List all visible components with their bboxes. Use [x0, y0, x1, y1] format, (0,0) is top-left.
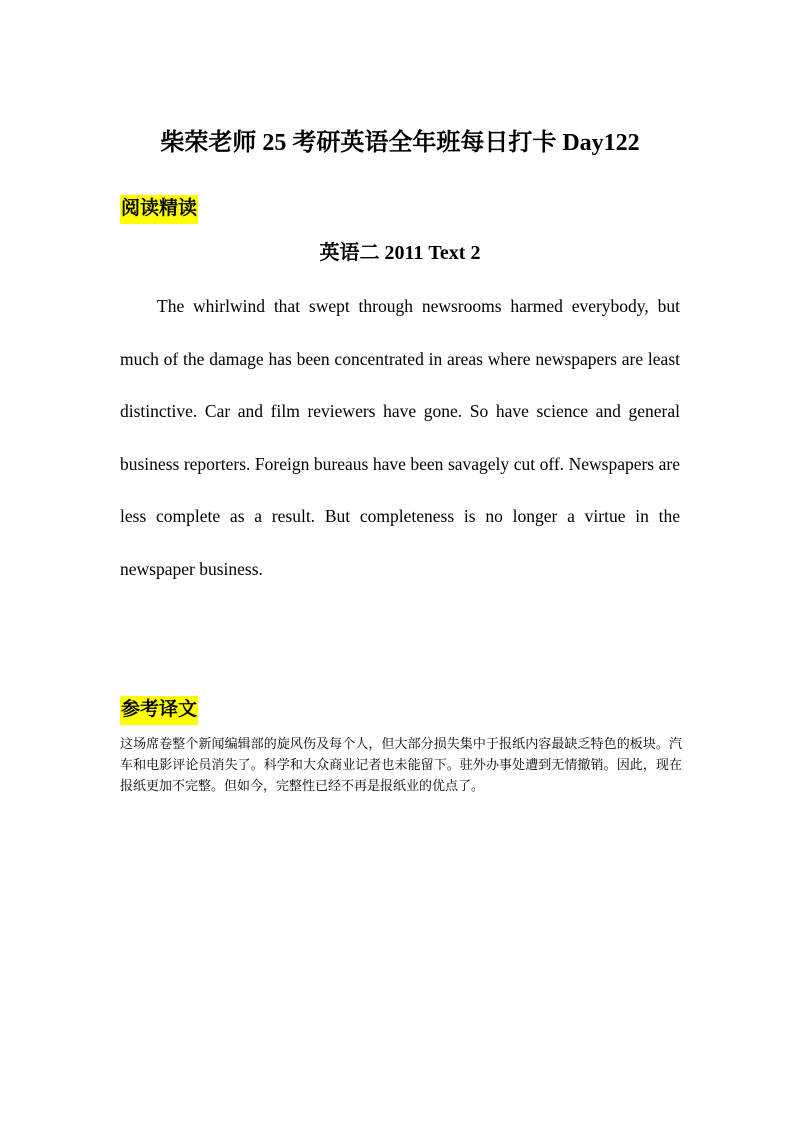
passage-subtitle: 英语二 2011 Text 2	[319, 242, 481, 264]
translation-section-label: 参考译文	[120, 696, 198, 725]
reading-passage: The whirlwind that swept through newsrooms harmed everybody, but much of the damage has been concentrated in areas where newspapers are least distinctive. Car and film reviewers have gone. So have science and general business reporters. Foreign bureaus have been savagely cut off. Newspapers are less complete as a result. But completeness is no longer a virtue in the newspaper business.	[120, 296, 680, 579]
reading-section-label: 阅读精读	[120, 195, 198, 224]
page-title: 柴荣老师 25 考研英语全年班每日打卡 Day122	[160, 130, 640, 156]
translation-text: 这场席卷整个新闻编辑部的旋风伤及每个人，但大部分损失集中于报纸内容最缺乏特色的板块。汽车和电影评论员消失了。科学和大众商业记者也未能留下。驻外办事处遭到无情撤销。因此，现在报纸更加不完整。但如今，完整性已经不再是报纸业的优点了。	[120, 737, 682, 794]
